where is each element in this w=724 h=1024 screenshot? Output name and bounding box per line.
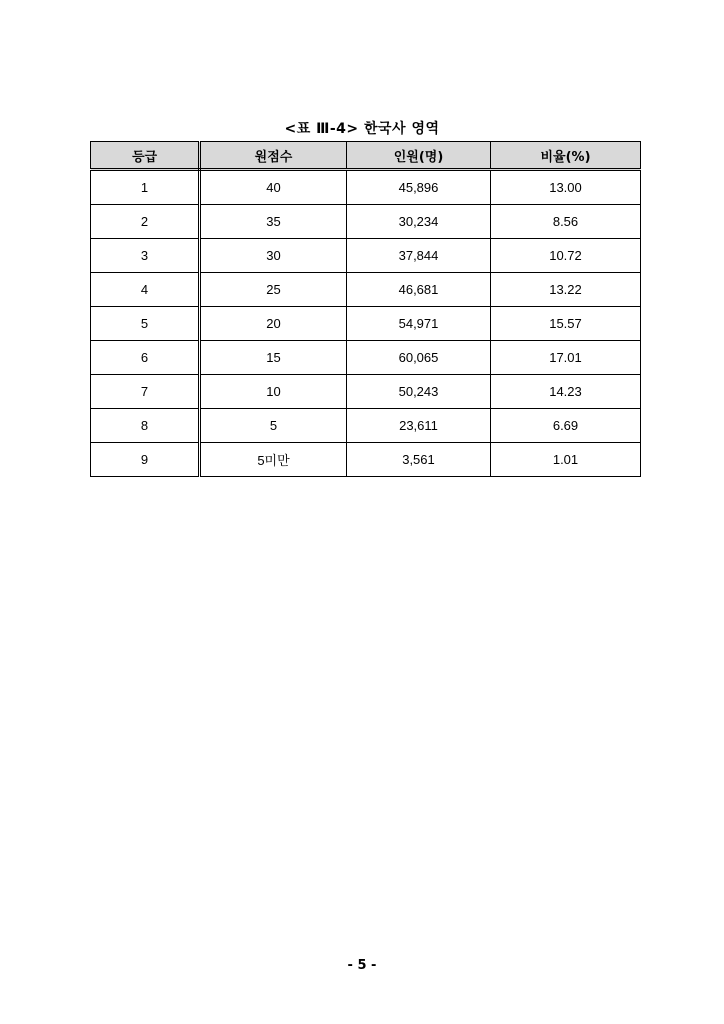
cell-count: 54,971 — [347, 307, 491, 341]
cell-count: 3,561 — [347, 443, 491, 477]
cell-count: 50,243 — [347, 375, 491, 409]
cell-ratio: 8.56 — [491, 205, 641, 239]
cell-raw-score: 5 — [200, 409, 347, 443]
cell-ratio: 17.01 — [491, 341, 641, 375]
table-row — [91, 273, 641, 307]
cell-count: 23,611 — [347, 409, 491, 443]
cell-grade: 1 — [91, 170, 200, 205]
cell-grade: 4 — [91, 273, 200, 307]
cell-count: 30,234 — [347, 205, 491, 239]
cell-grade: 2 — [91, 205, 200, 239]
cell-raw-score: 40 — [200, 170, 347, 205]
header-grade: 등급 — [91, 142, 200, 170]
cell-grade: 7 — [91, 375, 200, 409]
cell-raw-score: 30 — [200, 239, 347, 273]
cell-ratio: 15.57 — [491, 307, 641, 341]
table-caption: <표 Ⅲ-4> 한국사 영역 — [284, 121, 440, 137]
cell-raw-score: 20 — [200, 307, 347, 341]
header-ratio: 비율(%) — [491, 142, 641, 170]
cell-raw-score: 15 — [200, 341, 347, 375]
cell-grade: 5 — [91, 307, 200, 341]
cell-ratio: 10.72 — [491, 239, 641, 273]
table-row — [91, 307, 641, 341]
header-raw-score: 원점수 — [200, 142, 347, 170]
table-row — [91, 239, 641, 273]
table-row — [91, 205, 641, 239]
cell-count: 46,681 — [347, 273, 491, 307]
cell-ratio: 14.23 — [491, 375, 641, 409]
cell-raw-score: 25 — [200, 273, 347, 307]
table-row — [91, 409, 641, 443]
cell-raw-score: 10 — [200, 375, 347, 409]
cell-raw-score: 5미만 — [200, 443, 347, 477]
grade-table-container — [90, 141, 634, 477]
cell-count: 45,896 — [347, 170, 491, 205]
cell-ratio: 1.01 — [491, 443, 641, 477]
cell-grade: 9 — [91, 443, 200, 477]
table-row — [91, 170, 641, 205]
table-row — [91, 443, 641, 477]
cell-count: 60,065 — [347, 341, 491, 375]
cell-ratio: 6.69 — [491, 409, 641, 443]
page-number: - 5 - — [347, 958, 377, 973]
cell-ratio: 13.00 — [491, 170, 641, 205]
table-header-row — [91, 142, 641, 170]
table-row — [91, 375, 641, 409]
cell-grade: 3 — [91, 239, 200, 273]
cell-count: 37,844 — [347, 239, 491, 273]
header-count: 인원(명) — [347, 142, 491, 170]
cell-grade: 6 — [91, 341, 200, 375]
cell-raw-score: 35 — [200, 205, 347, 239]
cell-grade: 8 — [91, 409, 200, 443]
table-row — [91, 341, 641, 375]
grade-distribution-table — [90, 141, 641, 477]
cell-ratio: 13.22 — [491, 273, 641, 307]
